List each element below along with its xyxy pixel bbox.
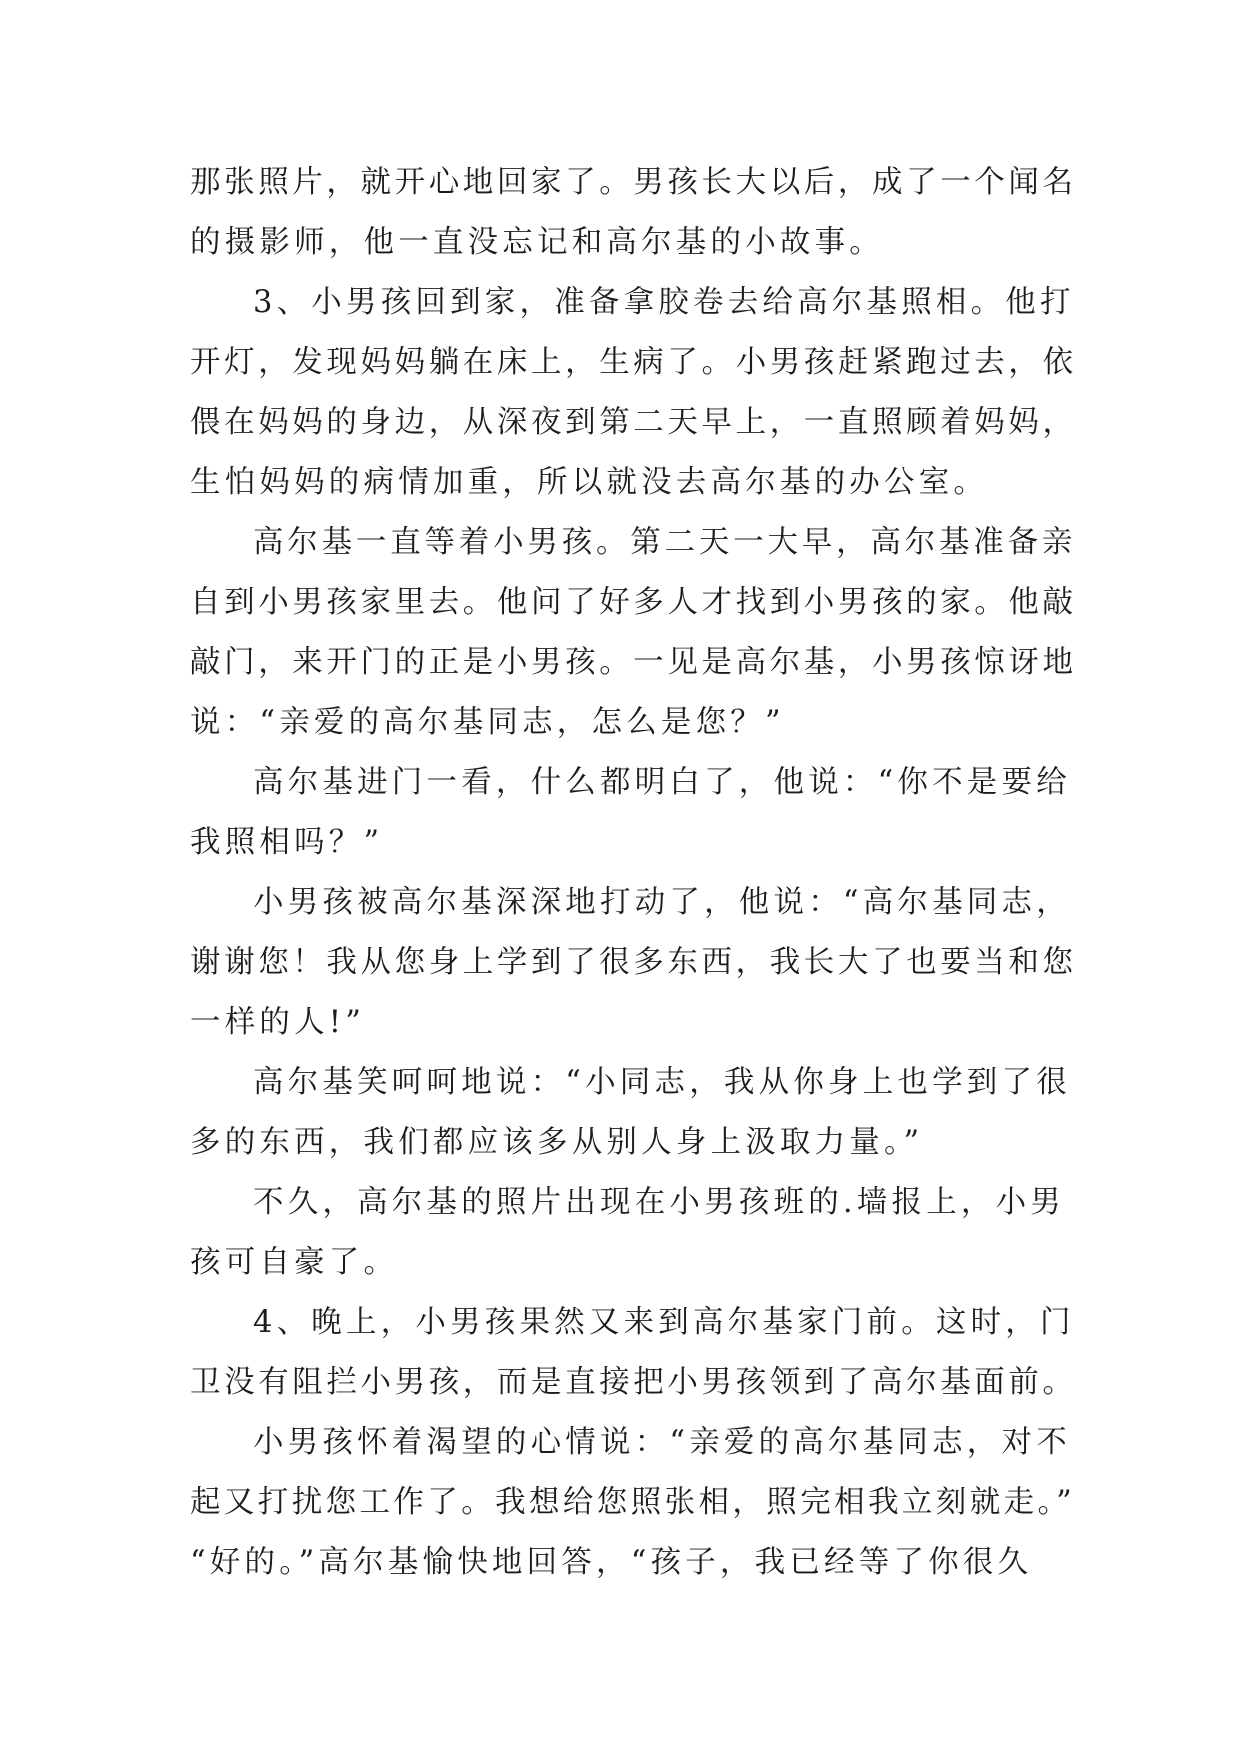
text-line: 那张照片，就开心地回家了。男孩长大以后，成了一个闻名 bbox=[190, 165, 1077, 200]
text-line: 高尔基一直等着小男孩。第二天一大早，高尔基准备亲 bbox=[253, 525, 1077, 560]
text-line: 谢谢您！我从您身上学到了很多东西，我长大了也要当和您 bbox=[190, 945, 1077, 980]
text-line: 敲门，来开门的正是小男孩。一见是高尔基，小男孩惊讶地 bbox=[190, 645, 1077, 680]
text-line: 开灯，发现妈妈躺在床上，生病了。小男孩赶紧跑过去，依 bbox=[190, 345, 1077, 380]
text-line: 不久，高尔基的照片出现在小男孩班的.墙报上，小男 bbox=[253, 1185, 1065, 1220]
text-line: 孩可自豪了。 bbox=[190, 1245, 399, 1280]
text-line: 起又打扰您工作了。我想给您照张相，照完相我立刻就走。” bbox=[190, 1485, 1076, 1520]
text-line: 4、晚上，小男孩果然又来到高尔基家门前。这时，门 bbox=[253, 1305, 1075, 1340]
text-line: 我照相吗？” bbox=[190, 825, 384, 860]
text-line: 偎在妈妈的身边，从深夜到第二天早上，一直照顾着妈妈， bbox=[190, 405, 1077, 440]
text-line: 高尔基笑呵呵地说：“小同志，我从你身上也学到了很 bbox=[253, 1065, 1071, 1100]
text-line: 卫没有阻拦小男孩，而是直接把小男孩领到了高尔基面前。 bbox=[190, 1365, 1077, 1400]
text-line: 3、小男孩回到家，准备拿胶卷去给高尔基照相。他打 bbox=[253, 285, 1075, 320]
text-line: 多的东西，我们都应该多从别人身上汲取力量。” bbox=[190, 1125, 924, 1160]
text-line: 的摄影师，他一直没忘记和高尔基的小故事。 bbox=[190, 225, 884, 260]
text-line: 一样的人!” bbox=[190, 1005, 366, 1040]
text-line: 说：“亲爱的高尔基同志，怎么是您？” bbox=[190, 705, 785, 740]
text-line: 小男孩被高尔基深深地打动了，他说：“高尔基同志， bbox=[253, 885, 1071, 920]
text-line: 小男孩怀着渴望的心情说：“亲爱的高尔基同志，对不 bbox=[253, 1425, 1071, 1460]
text-line: “好的。”高尔基愉快地回答，“孩子，我已经等了你很久 bbox=[190, 1545, 1033, 1580]
text-line: 生怕妈妈的病情加重，所以就没去高尔基的办公室。 bbox=[190, 465, 989, 500]
text-line: 高尔基进门一看，什么都明白了，他说：“你不是要给 bbox=[253, 765, 1071, 800]
text-line: 自到小男孩家里去。他问了好多人才找到小男孩的家。他敲 bbox=[190, 585, 1077, 620]
